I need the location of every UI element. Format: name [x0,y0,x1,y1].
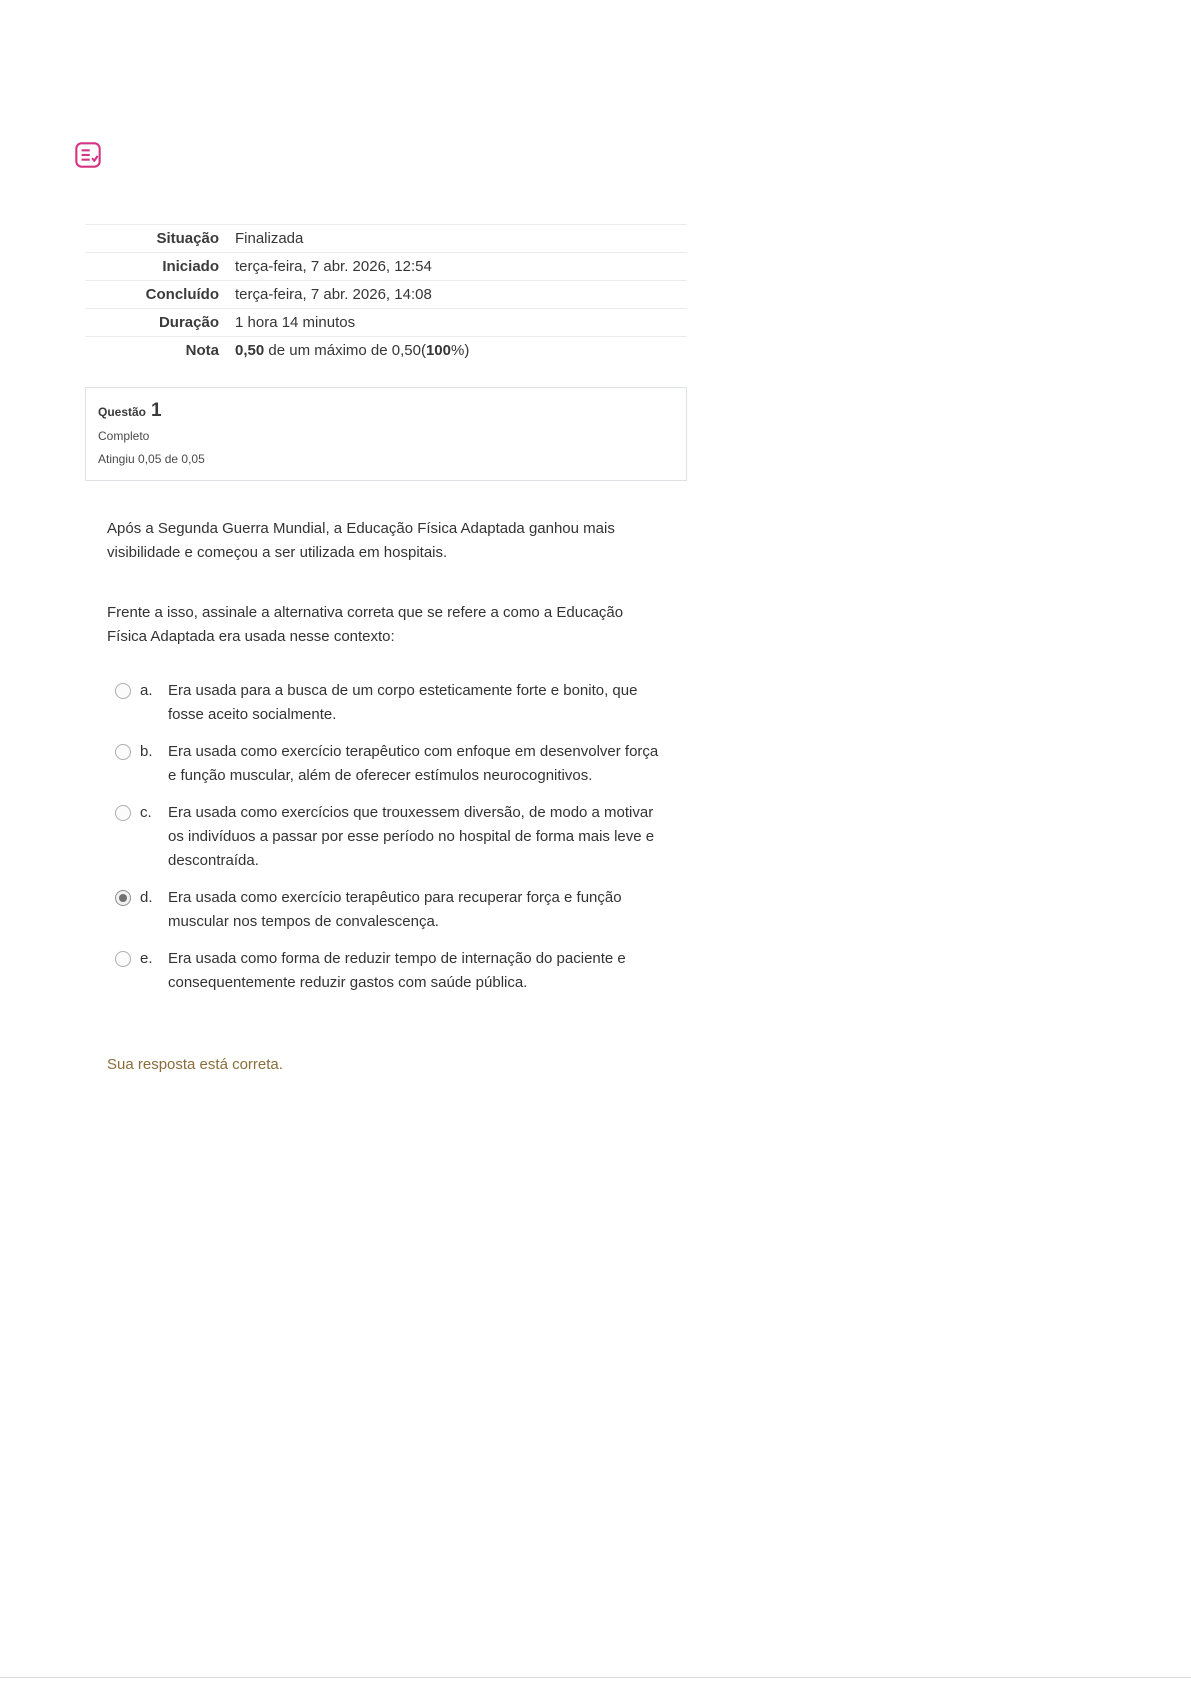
answer-option-b [107,740,687,788]
summary-row-nota [85,336,687,364]
answer-option-d [107,886,687,934]
grade-text: de um máximo de 0,50( [264,342,426,359]
option-radio-c[interactable] [115,805,131,821]
summary-label: Nota [185,342,219,359]
option-text: Era usada como exercícios que trouxessem diversão, de modo a motivar os indivíduos a passar por esse período no hospital de forma mais leve e descontraída. [168,804,655,869]
option-radio-d[interactable] [115,890,131,906]
summary-label: Concluído [145,286,219,303]
summary-label: Situação [156,230,219,247]
summary-label: Iniciado [162,258,219,275]
option-text: Era usada para a busca de um corpo esteticamente forte e bonito, que fosse aceito socialmente. [168,682,638,723]
question-content [85,517,687,1077]
option-letter: b. [140,743,153,760]
option-letter: c. [140,804,152,821]
answer-feedback: Sua resposta está correta. [107,1056,283,1073]
question-number-label: Questão [98,405,147,419]
question-number: 1 [151,400,162,421]
question-number-row [98,400,674,422]
question-paragraph-2: Frente a isso, assinale a alternativa correta que se refere a como a Educação Física Adaptada era usada nesse contexto: [107,604,624,645]
summary-value: terça-feira, 7 abr. 2026, 12:54 [235,258,432,275]
option-text: Era usada como exercício terapêutico para recuperar força e função muscular nos tempos de convalescença. [168,889,622,930]
answer-options [107,679,687,995]
summary-value: Finalizada [235,230,304,247]
option-text: Era usada como exercício terapêutico com enfoque em desenvolver força e função muscular, além de oferecer estímulos neurocognitivos. [168,743,659,784]
answer-option-e [107,947,687,995]
summary-grade-value [235,341,687,360]
summary-label: Duração [158,314,219,331]
option-letter: a. [140,682,153,699]
summary-row-situacao [85,224,687,252]
summary-value: terça-feira, 7 abr. 2026, 14:08 [235,286,432,303]
option-letter: d. [140,889,153,906]
grade-percent: 100 [425,342,451,359]
option-radio-e[interactable] [115,951,131,967]
option-radio-b[interactable] [115,744,131,760]
grade-points: 0,50 [235,342,265,359]
summary-value: 1 hora 14 minutos [235,314,356,331]
question-paragraph-1: Após a Segunda Guerra Mundial, a Educação Física Adaptada ganhou mais visibilidade e começou a ser utilizada em hospitais. [107,520,615,561]
option-text: Era usada como forma de reduzir tempo de internação do paciente e consequentemente reduzir gastos com saúde pública. [168,950,626,991]
quiz-summary-table [85,224,687,364]
question-state: Completo [98,429,150,443]
question-info-box [85,387,687,481]
quiz-review-page [85,224,687,1077]
answer-option-a [107,679,687,727]
option-radio-a[interactable] [115,683,131,699]
summary-row-duracao [85,308,687,336]
answer-option-c [107,801,687,873]
summary-row-iniciado [85,252,687,280]
question-grade: Atingiu 0,05 de 0,05 [98,452,205,466]
option-letter: e. [140,950,153,967]
grade-text-end: %) [450,342,470,359]
summary-row-concluido [85,280,687,308]
quiz-icon [74,141,102,169]
footer-divider [0,1677,1191,1678]
